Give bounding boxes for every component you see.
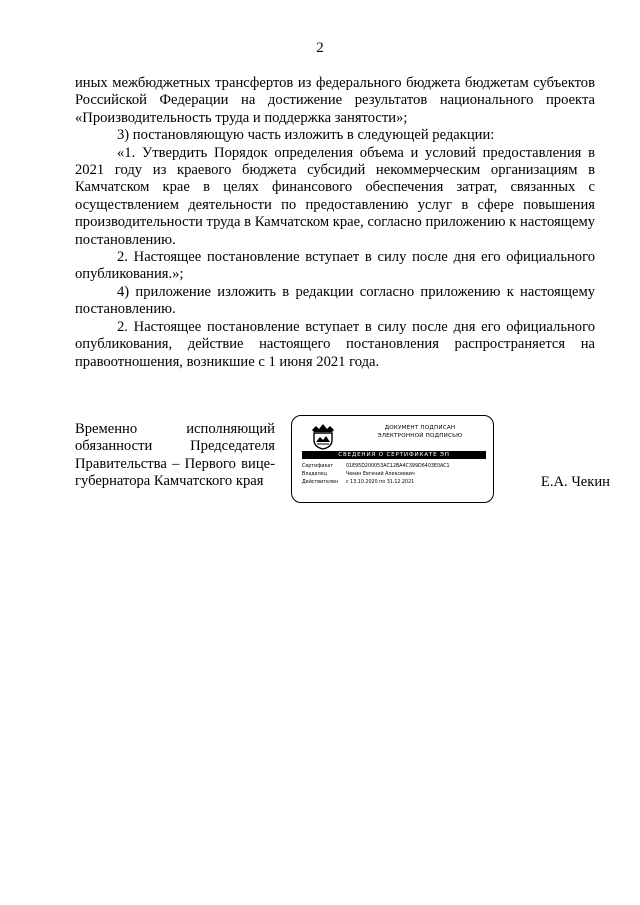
signatory-name: Е.А. Чекин <box>540 474 610 490</box>
coat-of-arms-icon <box>308 422 338 450</box>
validity-value: с 13.10.2020 по 31.12.2021 <box>346 480 415 486</box>
owner-value: Чекин Евгений Алексеевич <box>346 472 415 478</box>
certificate-value: 01E95D200053AC12BA4C399D6403E0AC1 <box>346 464 450 469</box>
certificate-row <box>302 463 488 471</box>
position-line: Временно исполняющий <box>75 421 275 437</box>
document-body <box>75 75 595 371</box>
paragraph-continuation: иных межбюджетных трансфертов из федерального бюджета бюджетам субъектов Российской Федерации на достижение результатов национального проекта «Производительность труда и поддержка занятости»; <box>75 75 595 126</box>
signatory-position <box>75 421 275 491</box>
stamp-title-line: ДОКУМЕНТ ПОДПИСАН <box>384 425 456 431</box>
paragraph-quoted-2: 2. Настоящее постановление вступает в силу после дня его официального опубликования.»; <box>75 249 595 283</box>
paragraph-item-4: 4) приложение изложить в редакции согласно приложению к настоящему постановлению. <box>75 283 595 318</box>
validity-label: Действителен <box>302 480 339 486</box>
validity-row <box>302 479 488 487</box>
stamp-title <box>352 425 488 440</box>
position-line: обязанности Председателя <box>75 438 275 455</box>
certificate-info <box>302 463 488 488</box>
paragraph-effective-date: 2. Настоящее постановление вступает в силу после дня его официального опубликования, действие настоящего постановления распространяется на правоотношения, возникшие с 1 июня 2021 года. <box>75 318 595 370</box>
stamp-title-line: ЭЛЕКТРОННОЙ ПОДПИСЬЮ <box>377 432 463 439</box>
electronic-signature-stamp <box>291 415 494 503</box>
paragraph-item-3: 3) постановляющую часть изложить в следующей редакции: <box>117 127 495 144</box>
certificate-info-header: СВЕДЕНИЯ О СЕРТИФИКАТЕ ЭП <box>302 451 486 459</box>
position-line: губернатора Камчатского края <box>75 473 264 490</box>
paragraph-quoted-1: «1. Утвердить Порядок определения объема и условий предоставления в 2021 году из краевого бюджета субсидий некоммерческим организациям в Камчатском крае в целях финансового обеспечения затрат, связанных с осуществлением деятельности по предоставлению услуг в сфере повышения производительности труда в Камчатском крае, согласно приложению к настоящему постановлению. <box>75 144 595 248</box>
certificate-label: Сертификат <box>302 464 334 469</box>
page-number: 2 <box>316 40 324 56</box>
owner-row <box>302 471 488 479</box>
position-line: Правительства – Первого вице- <box>75 455 275 472</box>
owner-label: Владелец <box>302 472 327 478</box>
